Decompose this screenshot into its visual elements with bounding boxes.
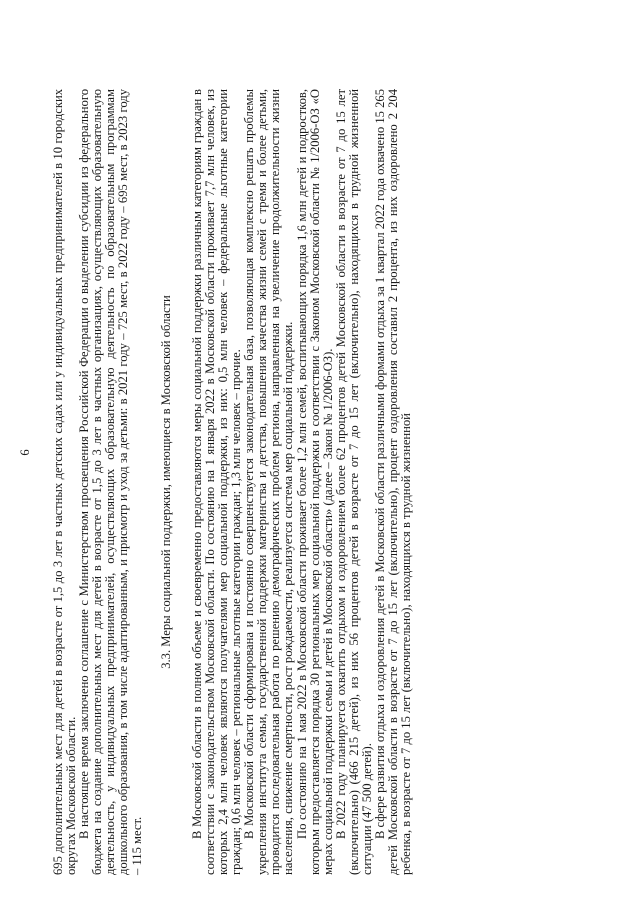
paragraph: В 2022 году планируется охватить отдыхом и оздоровлением более 62 процентов детей Московской области в возрасте от 7 до 15 лет (включительно) (466 215 детей), из них 56 процентов детей в возрасте от 7 до 15 лет (включительно), находящихся в трудной жизненной ситуации (47 500 детей). [333,89,374,875]
page-number: 6 [18,449,32,456]
paragraph: В Московской области в полном объеме и своевременно предоставляются меры социальной поддержки различным категориям граждан в соответствии с законодательством Московской области. По состоянию на 1 января 2022 в Московской области проживает 7,7 млн человек, из которых 2,4 млн человек являются получателями мер социальной поддержки, из них: 0,5 млн человек – федеральные льготные категории граждан; 0,6 млн человек – региональные льготные категории граждан; 1,3 млн человек – прочие. [189,89,244,875]
paragraph: В Московской области сформирована и постоянно совершенствуется законодательная база, позволяющая комплексно решать проблемы укрепления института семьи, государственной поддержки материнства и детства, повышения качества жизни семей с тремя и более детьми, проводится последовательная работа по решению демографических проблем региона, направленная на увеличение продолжительности жизни населения, снижение смертности, рост рождаемости, реализуется система мер социальной поддержки. [242,89,296,875]
document-body [52,89,413,875]
paragraph: По состоянию на 1 мая 2022 в Московской области проживает более 1,2 млн семей, воспитывающих порядка 1,6 млн детей и подростков, которым предоставляется порядка 30 региональных мер социальной поддержки в соответствии с Законом Московской области № 1/2006-ОЗ «О мерах социальной поддержки семьи и детей в Московской области» (далее – Закон № 1/2006-ОЗ). [294,89,335,875]
paragraph: 695 дополнительных мест для детей в возрасте от 1,5 до 3 лет в частных детских садах или у индивидуальных предпринимателей в 10 городских округах Московской области. [51,89,79,875]
paragraph: В настоящее время заключено соглашение с Министерством просвещения Российской Федерации о выделении субсидии из федерального бюджета на создание дополнительных мест для детей в возрасте от 1,5 до 3 лет в частных организациях, осуществляющих образовательную деятельность, у индивидуальных предпринимателей, осуществляющих образовательную деятельность по образовательным программам дошкольного образования, в том числе адаптированным, и присмотр и уход за детьми: в 2021 году – 725 мест, в 2022 году – 695 мест, в 2023 году – 115 мест. [77,89,144,875]
section-heading: 3.3. Меры социальной поддержки, имеющиеся в Московской области [158,295,173,669]
paragraph: В сфере развития отдыха и оздоровления детей в Московской области различными формами отдыха за 1 квартал 2022 года охвачено 15 265 детей Московской области в возрасте от 7 до 15 лет (включительно), процент оздоровления составил 2 процента, из них оздоровлено 2 204 ребенка, в возрасте от 7 до 15 лет (включительно), находящихся в трудной жизненной [373,89,414,875]
